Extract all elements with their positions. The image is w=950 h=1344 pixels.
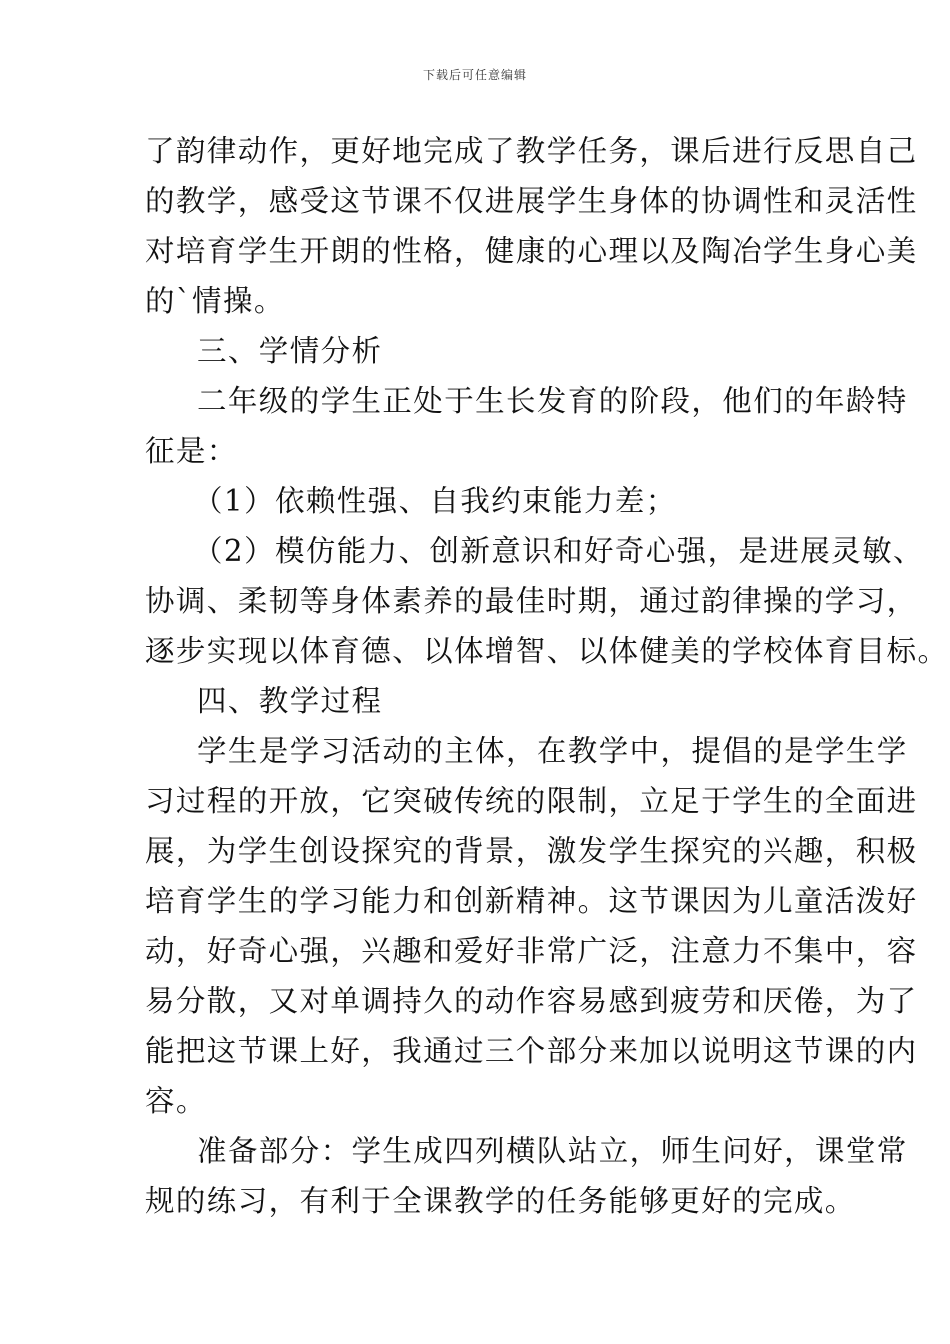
text-line: 二年级的学生正处于生长发育的阶段，他们的年龄特 — [197, 384, 908, 418]
text-line: 能把这节课上好，我通过三个部分来加以说明这节课的内 — [145, 1034, 918, 1068]
text-line: 了韵律动作，更好地完成了教学任务，课后进行反思自己 — [145, 134, 918, 168]
text-line: 的`情操。 — [145, 284, 285, 318]
text-line: 容。 — [145, 1084, 207, 1118]
text-line: 规的练习，有利于全课教学的任务能够更好的完成。 — [145, 1184, 856, 1218]
text-line: 逐步实现以体育德、以体增智、以体健美的学校体育目标。 — [145, 634, 949, 668]
list-item: （2）模仿能力、创新意识和好奇心强，是进展灵敏、 — [193, 534, 924, 568]
section-heading-learner-analysis: 三、学情分析 — [197, 334, 383, 368]
section-heading-teaching-process: 四、教学过程 — [197, 684, 383, 718]
text-line: 易分散，又对单调持久的动作容易感到疲劳和厌倦，为了 — [145, 984, 918, 1018]
text-line: 的教学，感受这节课不仅进展学生身体的协调性和灵活性 — [145, 184, 918, 218]
document-body — [145, 126, 949, 1226]
text-line: 展，为学生创设探究的背景，激发学生探究的兴趣，积极 — [145, 834, 918, 868]
text-line: 培育学生的学习能力和创新精神。这节课因为儿童活泼好 — [145, 884, 918, 918]
text-line: 准备部分：学生成四列横队站立，师生问好，课堂常 — [197, 1134, 908, 1168]
text-line: 习过程的开放，它突破传统的限制，立足于学生的全面进 — [145, 784, 918, 818]
text-line: 协调、柔韧等身体素养的最佳时期，通过韵律操的学习， — [145, 584, 918, 618]
text-line: 征是： — [145, 434, 238, 468]
text-line: 动，好奇心强，兴趣和爱好非常广泛，注意力不集中，容 — [145, 934, 918, 968]
text-line: 学生是学习活动的主体，在教学中，提倡的是学生学 — [197, 734, 908, 768]
list-item: （1）依赖性强、自我约束能力差； — [193, 484, 677, 518]
page-header: 下载后可任意编辑 — [422, 68, 527, 82]
text-line: 对培育学生开朗的性格，健康的心理以及陶冶学生身心美 — [145, 234, 918, 268]
